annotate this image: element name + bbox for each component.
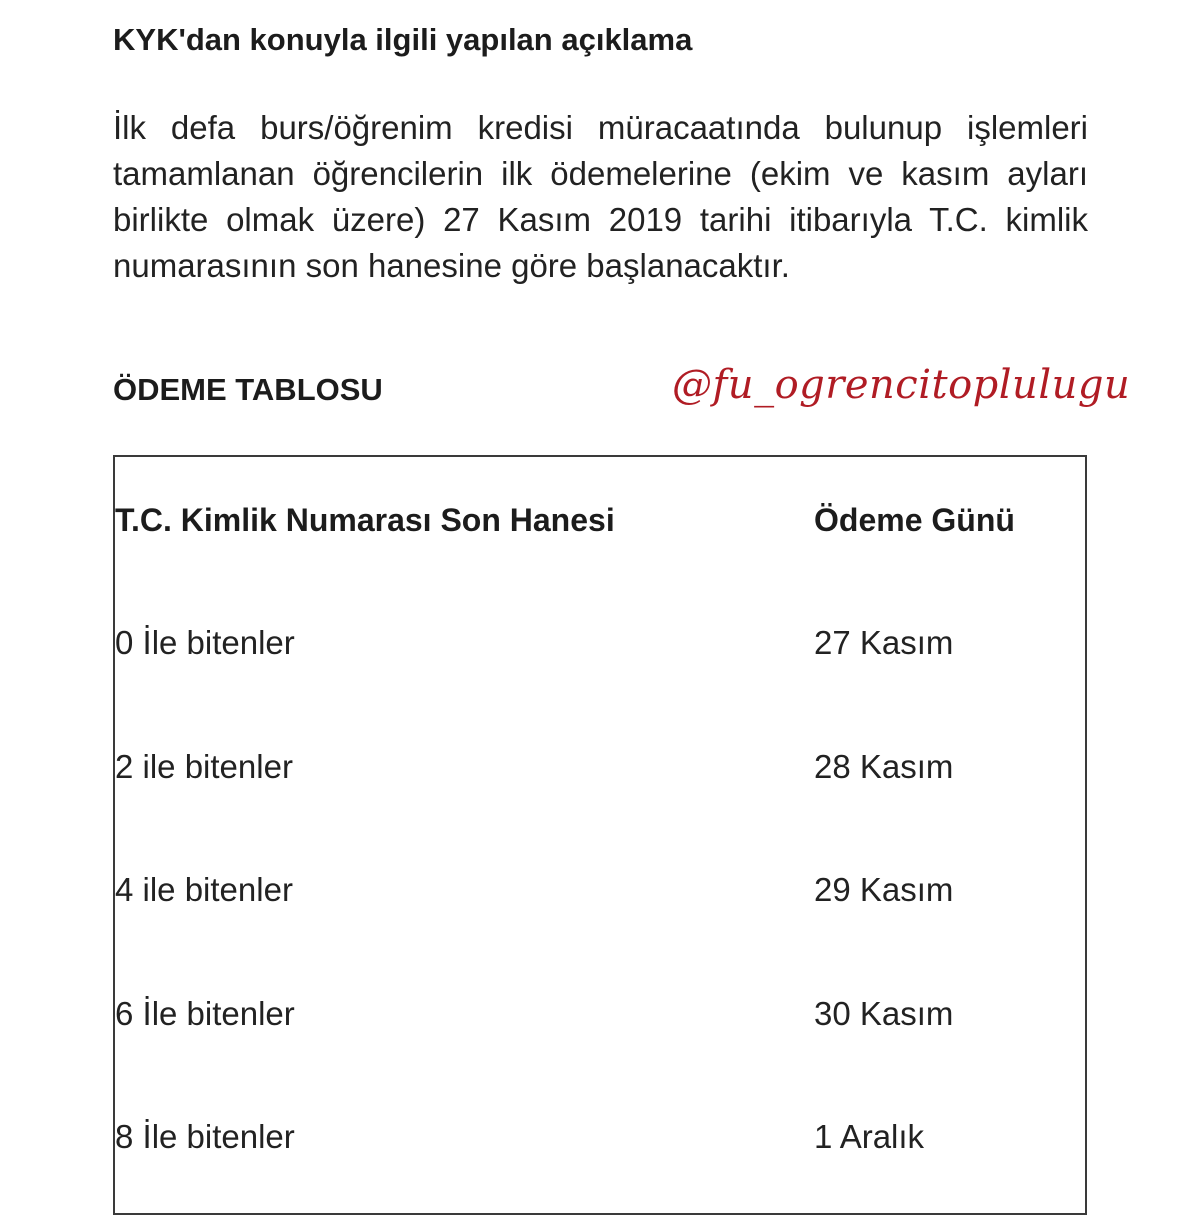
row-last-digit: 0 İle bitenler <box>115 624 295 661</box>
row-payment-day: 29 Kasım <box>814 871 954 908</box>
announcement-paragraph: İlk defa burs/öğrenim kredisi müracaatında bulunup işlemleri tamamlanan öğrencilerin ilk ödemelerine (ekim ve kasım ayları birlikte olmak üzere) 27 Kasım 2019 tarihi itibarıyla T.C. kimlik numarasının son hanesine göre başlanacaktır. <box>113 109 1088 284</box>
table-header-row <box>115 495 1085 545</box>
table-row <box>115 865 1085 915</box>
table-row <box>115 989 1085 1039</box>
table-row <box>115 1112 1085 1162</box>
row-payment-day: 28 Kasım <box>814 748 954 785</box>
row-last-digit: 2 ile bitenler <box>115 748 293 785</box>
column-header-last-digit: T.C. Kimlik Numarası Son Hanesi <box>115 502 615 538</box>
payment-table-title: ÖDEME TABLOSU <box>113 372 383 407</box>
row-payment-day: 30 Kasım <box>814 995 954 1032</box>
row-payment-day: 1 Aralık <box>814 1118 925 1155</box>
page-heading: KYK'dan konuyla ilgili yapılan açıklama <box>113 22 693 57</box>
row-last-digit: 4 ile bitenler <box>115 871 293 908</box>
column-header-payment-day: Ödeme Günü <box>814 502 1015 538</box>
row-payment-day: 27 Kasım <box>814 624 954 661</box>
row-last-digit: 6 İle bitenler <box>115 995 295 1032</box>
table-row <box>115 742 1085 792</box>
payment-table <box>113 455 1087 1215</box>
account-watermark: @fu_ogrencitoplulugu <box>672 362 1131 408</box>
row-last-digit: 8 İle bitenler <box>115 1118 295 1155</box>
table-row <box>115 618 1085 668</box>
